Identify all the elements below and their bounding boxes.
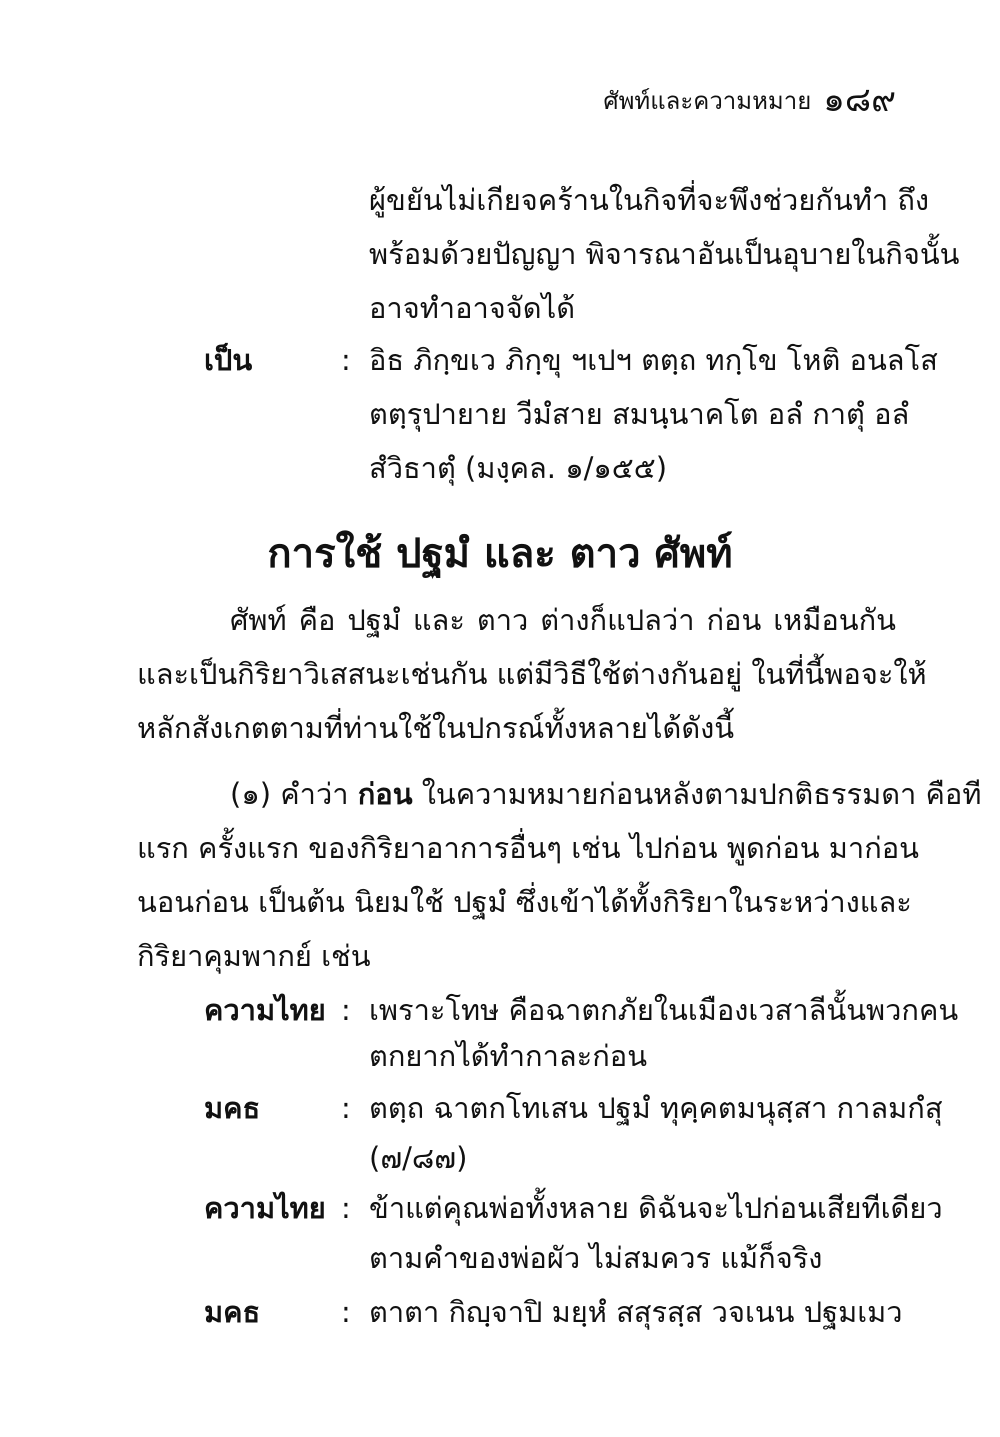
continuation-line: พร้อมด้วยปัญญา พิจารณาอันเป็นอุบายในกิจนั้น [369,237,960,271]
example-colon: : [341,993,351,1027]
section-heading: การใช้ ปฐมํ และ ตาว ศัพท์ [267,531,733,577]
point-one-prefix: (๑) คำว่า [230,777,358,811]
example-colon: : [341,1091,351,1125]
entry-term: เป็น [204,343,253,377]
entry-line: สํวิธาตุํ (มงฺคล. ๑/๑๕๕) [369,451,668,485]
example-term: มคธ [204,1295,261,1329]
example-line: ตตฺถ ฉาตกโทเสน ปฐมํ ทุคฺคตมนุสฺสา กาลมกํสุ [369,1091,943,1125]
point-one-bold-word: ก่อน [357,777,413,811]
example-line: เพราะโทษ คือฉาตกภัยในเมืองเวสาลีนั้นพวกคน [369,993,959,1027]
continuation-line: ผู้ขยันไม่เกียจคร้านในกิจที่จะพึงช่วยกันทำ ถึง [369,183,930,217]
point-one-rest: ในความหมายก่อนหลังตามปกติธรรมดา คือที [412,777,982,811]
running-header [603,80,896,121]
entry-line: ตตฺรุปายาย วีมํสาย สมนฺนาคโต อลํ กาตุํ อลํ [369,397,910,431]
example-line: ข้าแต่คุณพ่อทั้งหลาย ดิฉันจะไปก่อนเสียทีเดียว [369,1191,943,1225]
example-line: (๗/๘๗) [369,1141,468,1175]
example-term: ความไทย [204,1191,326,1225]
paragraph-line: นอนก่อน เป็นต้น นิยมใช้ ปฐมํ ซึ่งเข้าได้ทั้งกิริยาในระหว่างและ [137,885,912,919]
example-line: ตามคำของพ่อผัว ไม่สมควร แม้ก็จริง [369,1241,823,1275]
example-colon: : [341,1295,351,1329]
example-term: มคธ [204,1091,261,1125]
paragraph-line: หลักสังเกตตามที่ท่านใช้ในปกรณ์ทั้งหลายได้ดังนี้ [137,711,735,745]
continuation-line: อาจทำอาจจัดได้ [369,291,576,325]
paragraph-line: กิริยาคุมพากย์ เช่น [137,939,371,973]
page-number: ๑๘๙ [823,80,896,120]
entry-colon: : [341,343,351,377]
point-one-first-line [230,772,982,816]
header-title: ศัพท์และความหมาย [603,87,812,115]
example-term: ความไทย [204,993,326,1027]
example-line: ตาตา กิญฺจาปิ มยฺหํ สสุรสฺส วจเนน ปฐมเมว [369,1295,903,1329]
example-line: ตกยากได้ทำกาละก่อน [369,1039,648,1073]
paragraph-line: และเป็นกิริยาวิเสสนะเช่นกัน แต่มีวิธีใช้ต่างกันอยู่ ในที่นี้พอจะให้ [137,657,927,691]
entry-line: อิธ ภิกฺขเว ภิกฺขุ ฯเปฯ ตตฺถ ทกฺโข โหติ อนลโส [369,343,938,377]
paragraph-line: ศัพท์ คือ ปฐมํ และ ตาว ต่างก็แปลว่า ก่อน เหมือนกัน [230,603,896,637]
paragraph-line: แรก ครั้งแรก ของกิริยาอาการอื่นๆ เช่น ไปก่อน พูดก่อน มาก่อน [137,831,920,865]
example-colon: : [341,1191,351,1225]
